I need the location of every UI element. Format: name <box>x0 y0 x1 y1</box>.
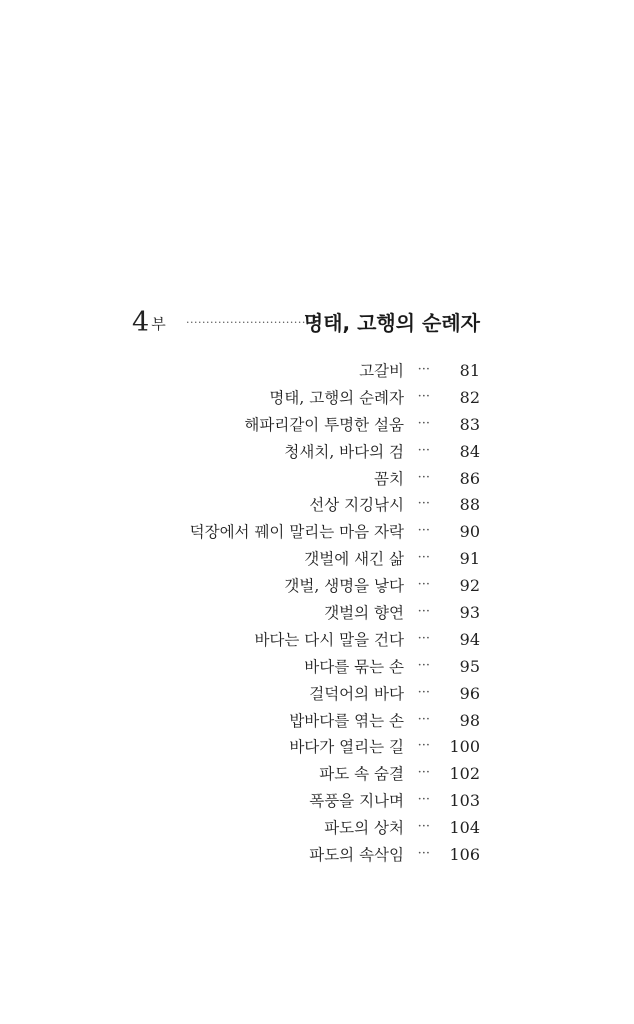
toc-row <box>100 734 480 761</box>
toc-entry-title: 갯벌에 새긴 삶 <box>304 550 404 569</box>
toc-page-number: 84 <box>459 441 480 461</box>
part-number <box>132 306 166 341</box>
toc-row <box>100 412 480 439</box>
toc-page-number: 95 <box>459 656 480 676</box>
toc-page-number: 90 <box>459 522 480 542</box>
toc-row <box>100 708 480 735</box>
toc-row <box>100 761 480 788</box>
toc-dot-leader: ··· <box>417 523 430 539</box>
toc-entry-title: 명태, 고행의 순례자 <box>269 388 404 407</box>
toc-dot-leader: ··· <box>417 550 430 566</box>
toc-entry-title: 파도 속 숨결 <box>319 765 404 784</box>
toc-dot-leader: ··· <box>417 604 430 620</box>
toc-page-number: 100 <box>449 737 480 757</box>
toc-page-number: 91 <box>459 549 480 569</box>
toc-page-number: 92 <box>459 576 480 596</box>
toc-row <box>100 681 480 708</box>
toc-dot-leader: ··· <box>417 792 430 808</box>
toc-dot-leader: ··· <box>417 657 430 673</box>
toc-dot-leader: ··· <box>417 362 430 377</box>
toc-dot-leader: ··· <box>417 442 430 458</box>
toc-dot-leader: ··· <box>417 388 430 404</box>
toc-entry-title: 해파리같이 투명한 설움 <box>244 415 404 434</box>
toc-page-number: 82 <box>459 387 480 407</box>
toc-page-number: 94 <box>459 629 480 649</box>
toc-entry-title: 고갈비 <box>359 362 404 380</box>
toc-row <box>100 439 480 466</box>
table-of-contents <box>100 358 480 869</box>
toc-dot-leader: ··· <box>417 684 430 700</box>
toc-dot-leader: ··· <box>417 415 430 431</box>
toc-row <box>100 815 480 842</box>
toc-page-number: 104 <box>449 818 480 838</box>
toc-entry-title: 파도의 속삭임 <box>309 846 404 865</box>
toc-page-number: 102 <box>449 764 480 784</box>
toc-page-number: 106 <box>449 845 480 865</box>
header-dot-leader: ································· <box>186 316 318 329</box>
toc-dot-leader: ··· <box>417 738 430 754</box>
toc-row <box>100 600 480 627</box>
toc-dot-leader: ··· <box>417 469 430 485</box>
toc-row <box>100 385 480 412</box>
toc-dot-leader: ··· <box>417 577 430 593</box>
part-suffix: 부 <box>151 315 166 333</box>
toc-entry-title: 선상 지깅낚시 <box>309 496 404 515</box>
toc-entry-title: 꼼치 <box>374 469 404 488</box>
toc-row <box>100 627 480 654</box>
toc-page-number: 81 <box>459 361 480 380</box>
toc-dot-leader: ··· <box>417 819 430 835</box>
section-header <box>132 306 482 342</box>
toc-page-number: 88 <box>459 495 480 515</box>
toc-entry-title: 덕장에서 꿰이 말리는 마음 자락 <box>189 523 404 542</box>
toc-page-number: 86 <box>459 468 480 488</box>
toc-dot-leader: ··· <box>417 711 430 727</box>
toc-page-number: 98 <box>459 710 480 730</box>
toc-dot-leader: ··· <box>417 846 430 862</box>
toc-row <box>100 358 480 385</box>
toc-page-number: 96 <box>459 683 480 703</box>
toc-row <box>100 546 480 573</box>
toc-entry-title: 파도의 상처 <box>324 819 404 838</box>
toc-row <box>100 842 480 869</box>
toc-entry-title: 바다는 다시 말을 건다 <box>254 630 404 649</box>
toc-entry-title: 청새치, 바다의 검 <box>284 442 404 461</box>
toc-dot-leader: ··· <box>417 765 430 781</box>
toc-entry-title: 바다를 묶는 손 <box>304 657 404 676</box>
toc-entry-title: 갯벌의 향연 <box>324 604 404 623</box>
toc-page-number: 103 <box>449 791 480 811</box>
toc-entry-title: 갯벌, 생명을 낳다 <box>284 577 404 596</box>
toc-page-number: 93 <box>459 603 480 623</box>
part-number-digit: 4 <box>132 307 150 338</box>
toc-row <box>100 654 480 681</box>
section-title: 명태, 고행의 순례자 <box>303 311 480 335</box>
toc-dot-leader: ··· <box>417 496 430 512</box>
toc-entry-title: 바다가 열리는 길 <box>289 738 404 757</box>
toc-row <box>100 519 480 546</box>
toc-row <box>100 492 480 519</box>
toc-page-number: 83 <box>459 414 480 434</box>
toc-row <box>100 573 480 600</box>
toc-row <box>100 788 480 815</box>
toc-row <box>100 466 480 493</box>
toc-dot-leader: ··· <box>417 630 430 646</box>
toc-entry-title: 폭풍을 지나며 <box>309 792 404 811</box>
toc-entry-title: 밥바다를 엮는 손 <box>289 711 404 730</box>
toc-entry-title: 걸덕어의 바다 <box>309 684 404 703</box>
